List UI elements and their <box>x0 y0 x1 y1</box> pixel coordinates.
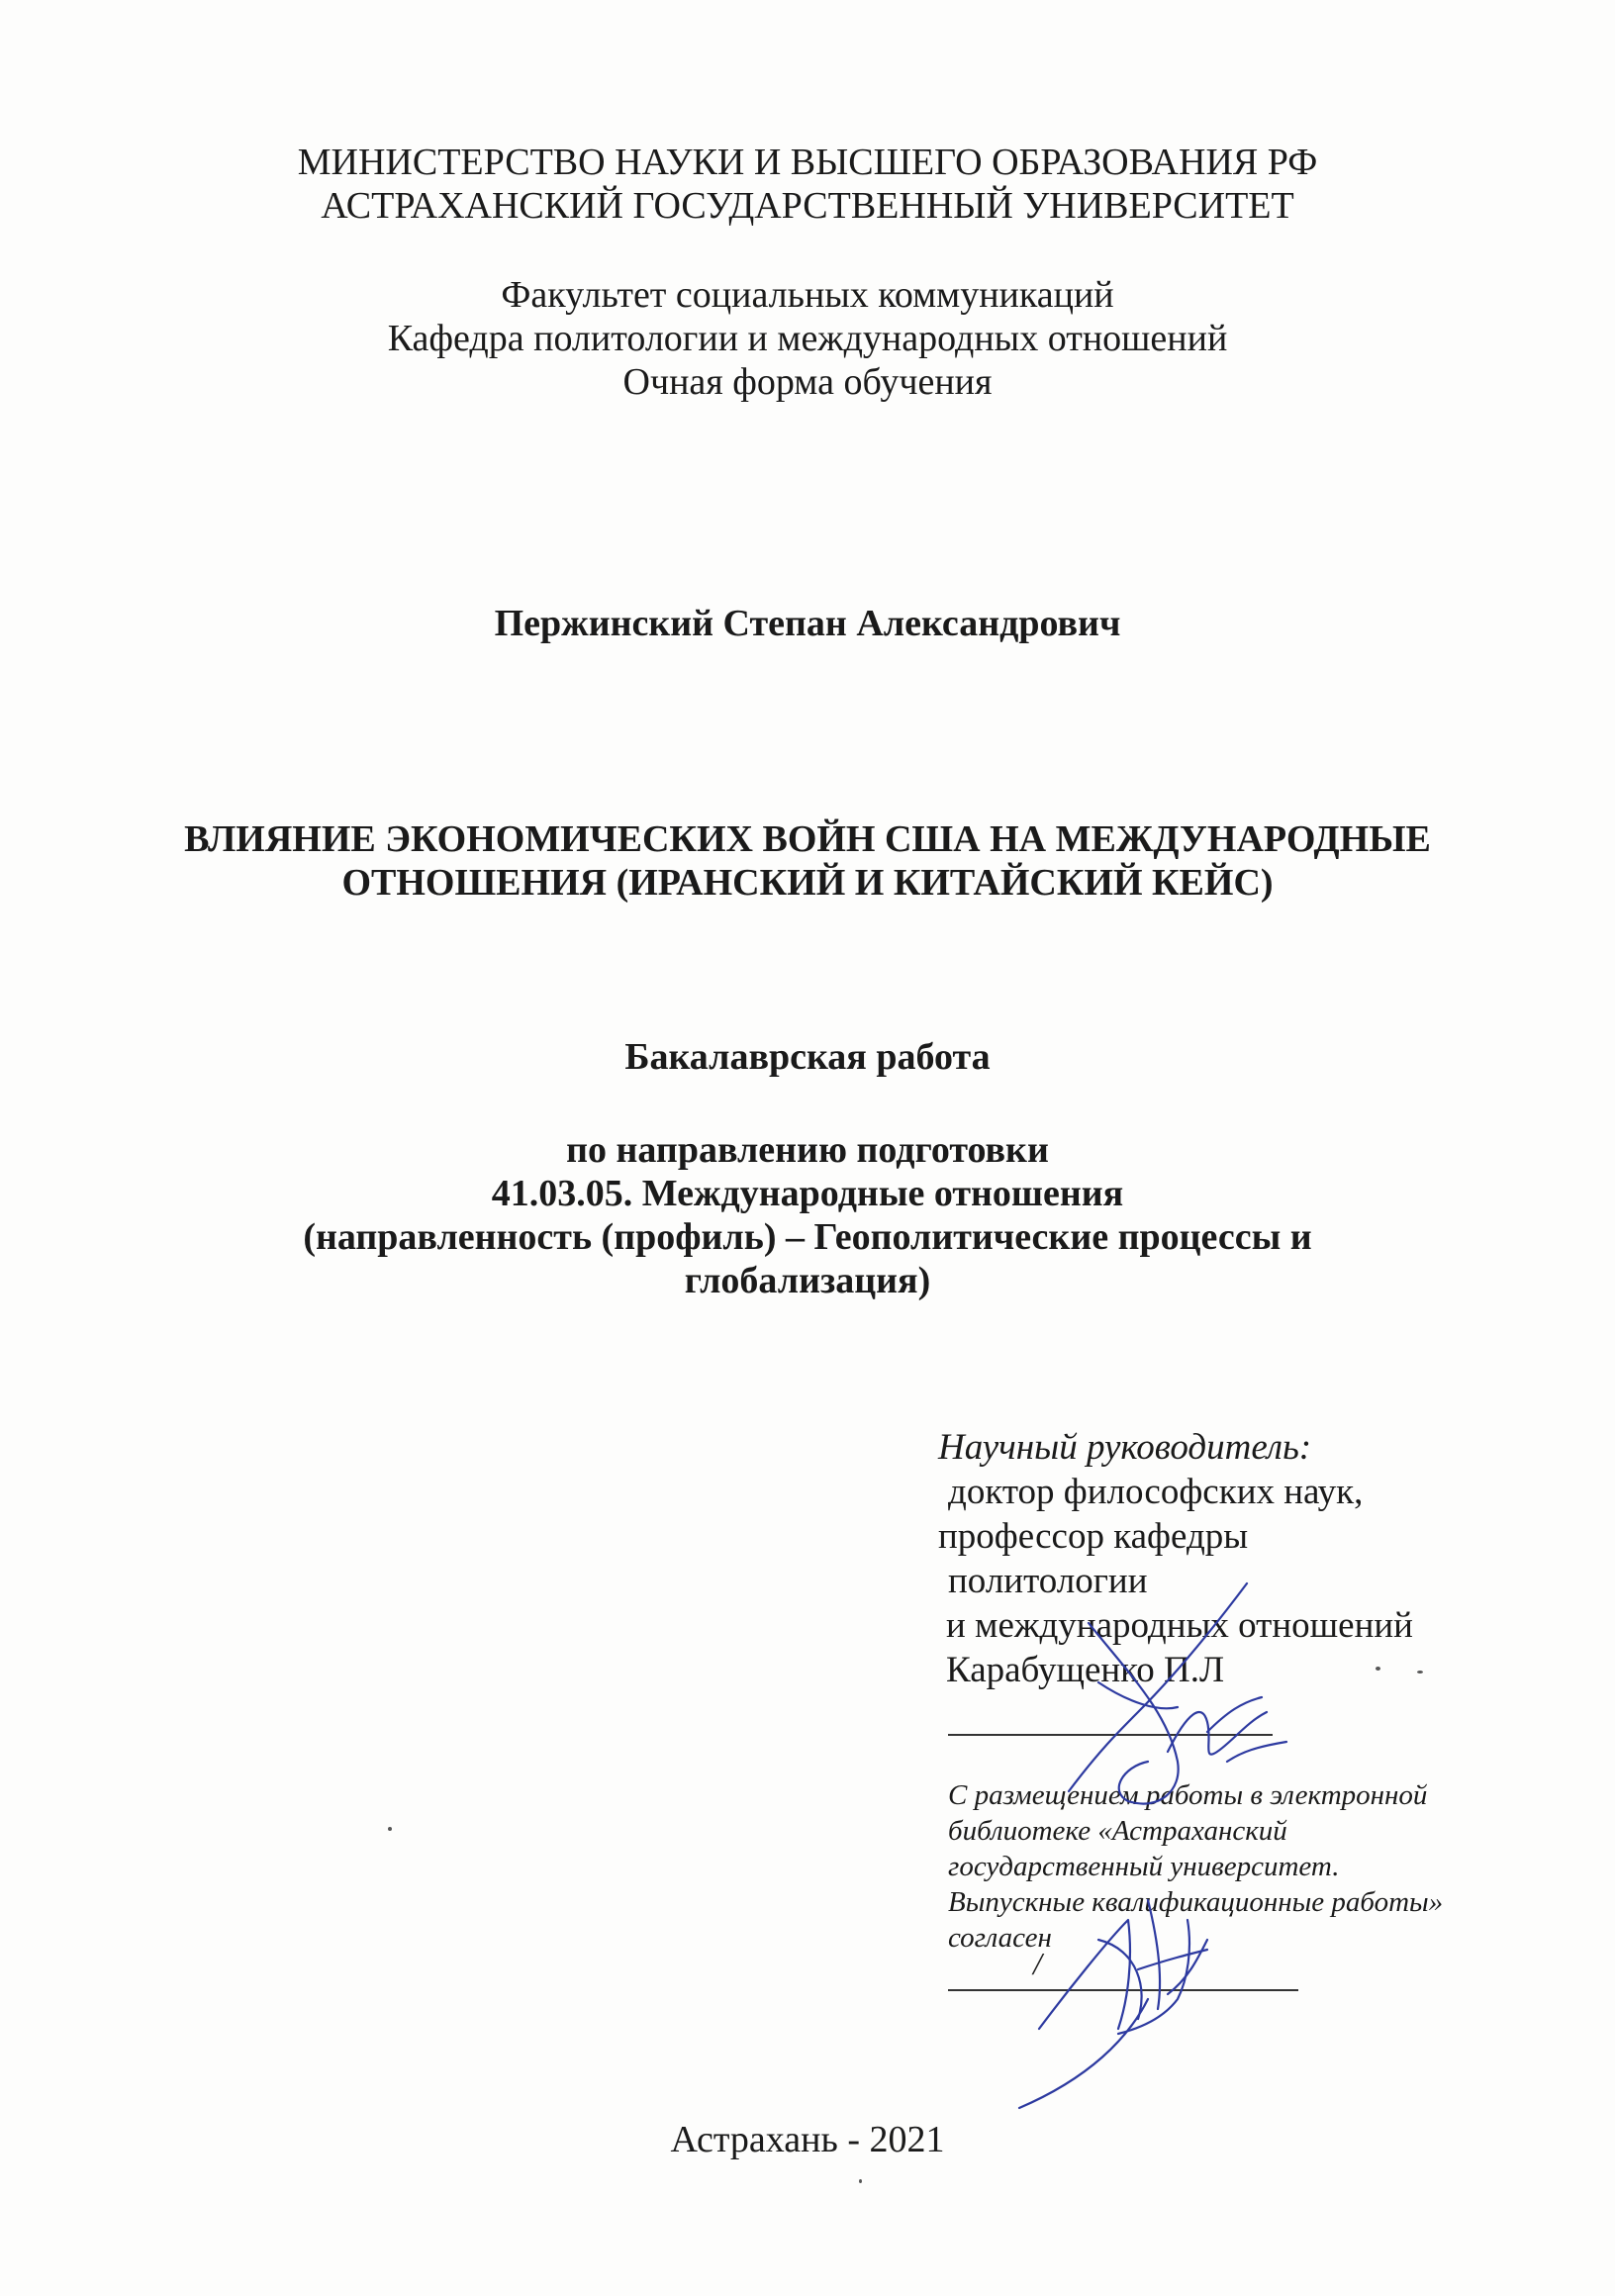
university-name: АСТРАХАНСКИЙ ГОСУДАРСТВЕННЫЙ УНИВЕРСИТЕТ <box>321 185 1294 227</box>
scan-speck <box>1376 1667 1380 1671</box>
supervisor-signature-line <box>948 1734 1273 1736</box>
ministry-name: МИНИСТЕРСТВО НАУКИ И ВЫСШЕГО ОБРАЗОВАНИЯ РФ <box>297 142 1318 183</box>
supervisor-degree: доктор философских наук, <box>948 1472 1364 1512</box>
direction-line-4: глобализация) <box>684 1260 931 1301</box>
author-name: Пержинский Степан Александрович <box>494 603 1121 644</box>
work-type: Бакалаврская работа <box>624 1036 991 1078</box>
direction-line-3: (направленность (профиль) – Геополитические процессы и <box>303 1216 1312 1258</box>
study-form: Очная форма обучения <box>622 361 993 403</box>
supervisor-position-1: профессор кафедры <box>938 1516 1249 1557</box>
work-type-block <box>0 1035 1615 1079</box>
consent-line-1: С размещением работы в электронной <box>948 1779 1428 1811</box>
city-year-block <box>0 2118 1615 2161</box>
supervisor-position-2: политологии <box>948 1561 1148 1601</box>
signature-slash: / <box>1033 1946 1042 1981</box>
consent-line-4: Выпускные квалификационные работы» <box>948 1886 1444 1918</box>
header-institution <box>0 141 1615 228</box>
student-signature-line <box>948 1989 1298 1991</box>
thesis-title-line-2: ОТНОШЕНИЯ (ИРАНСКИЙ И КИТАЙСКИЙ КЕЙС) <box>341 862 1274 904</box>
supervisor-position-3: и международных отношений <box>946 1605 1413 1646</box>
city-year: Астрахань - 2021 <box>670 2119 945 2160</box>
faculty-name: Факультет социальных коммуникаций <box>501 274 1114 316</box>
scan-speck <box>388 1827 392 1831</box>
header-faculty <box>0 273 1615 404</box>
thesis-title <box>0 817 1615 905</box>
scan-speck <box>1417 1671 1423 1674</box>
department-name: Кафедра политологии и международных отношений <box>387 318 1228 359</box>
supervisor-block <box>938 1425 1571 1692</box>
direction-line-2: 41.03.05. Международные отношения <box>491 1173 1124 1214</box>
consent-block <box>948 1777 1542 1956</box>
scan-speck <box>859 2179 862 2183</box>
direction-block <box>0 1128 1615 1302</box>
thesis-title-line-1: ВЛИЯНИЕ ЭКОНОМИЧЕСКИХ ВОЙН США НА МЕЖДУНАРОДНЫЕ <box>184 818 1431 860</box>
supervisor-name: Карабущенко П.Л <box>946 1650 1225 1690</box>
consent-line-3: государственный университет. <box>948 1851 1340 1882</box>
author-block <box>0 602 1615 645</box>
consent-line-2: библиотеке «Астраханский <box>948 1815 1287 1847</box>
supervisor-label: Научный руководитель: <box>938 1427 1312 1468</box>
direction-line-1: по направлению подготовки <box>566 1129 1049 1171</box>
consent-line-5: согласен <box>948 1922 1052 1954</box>
